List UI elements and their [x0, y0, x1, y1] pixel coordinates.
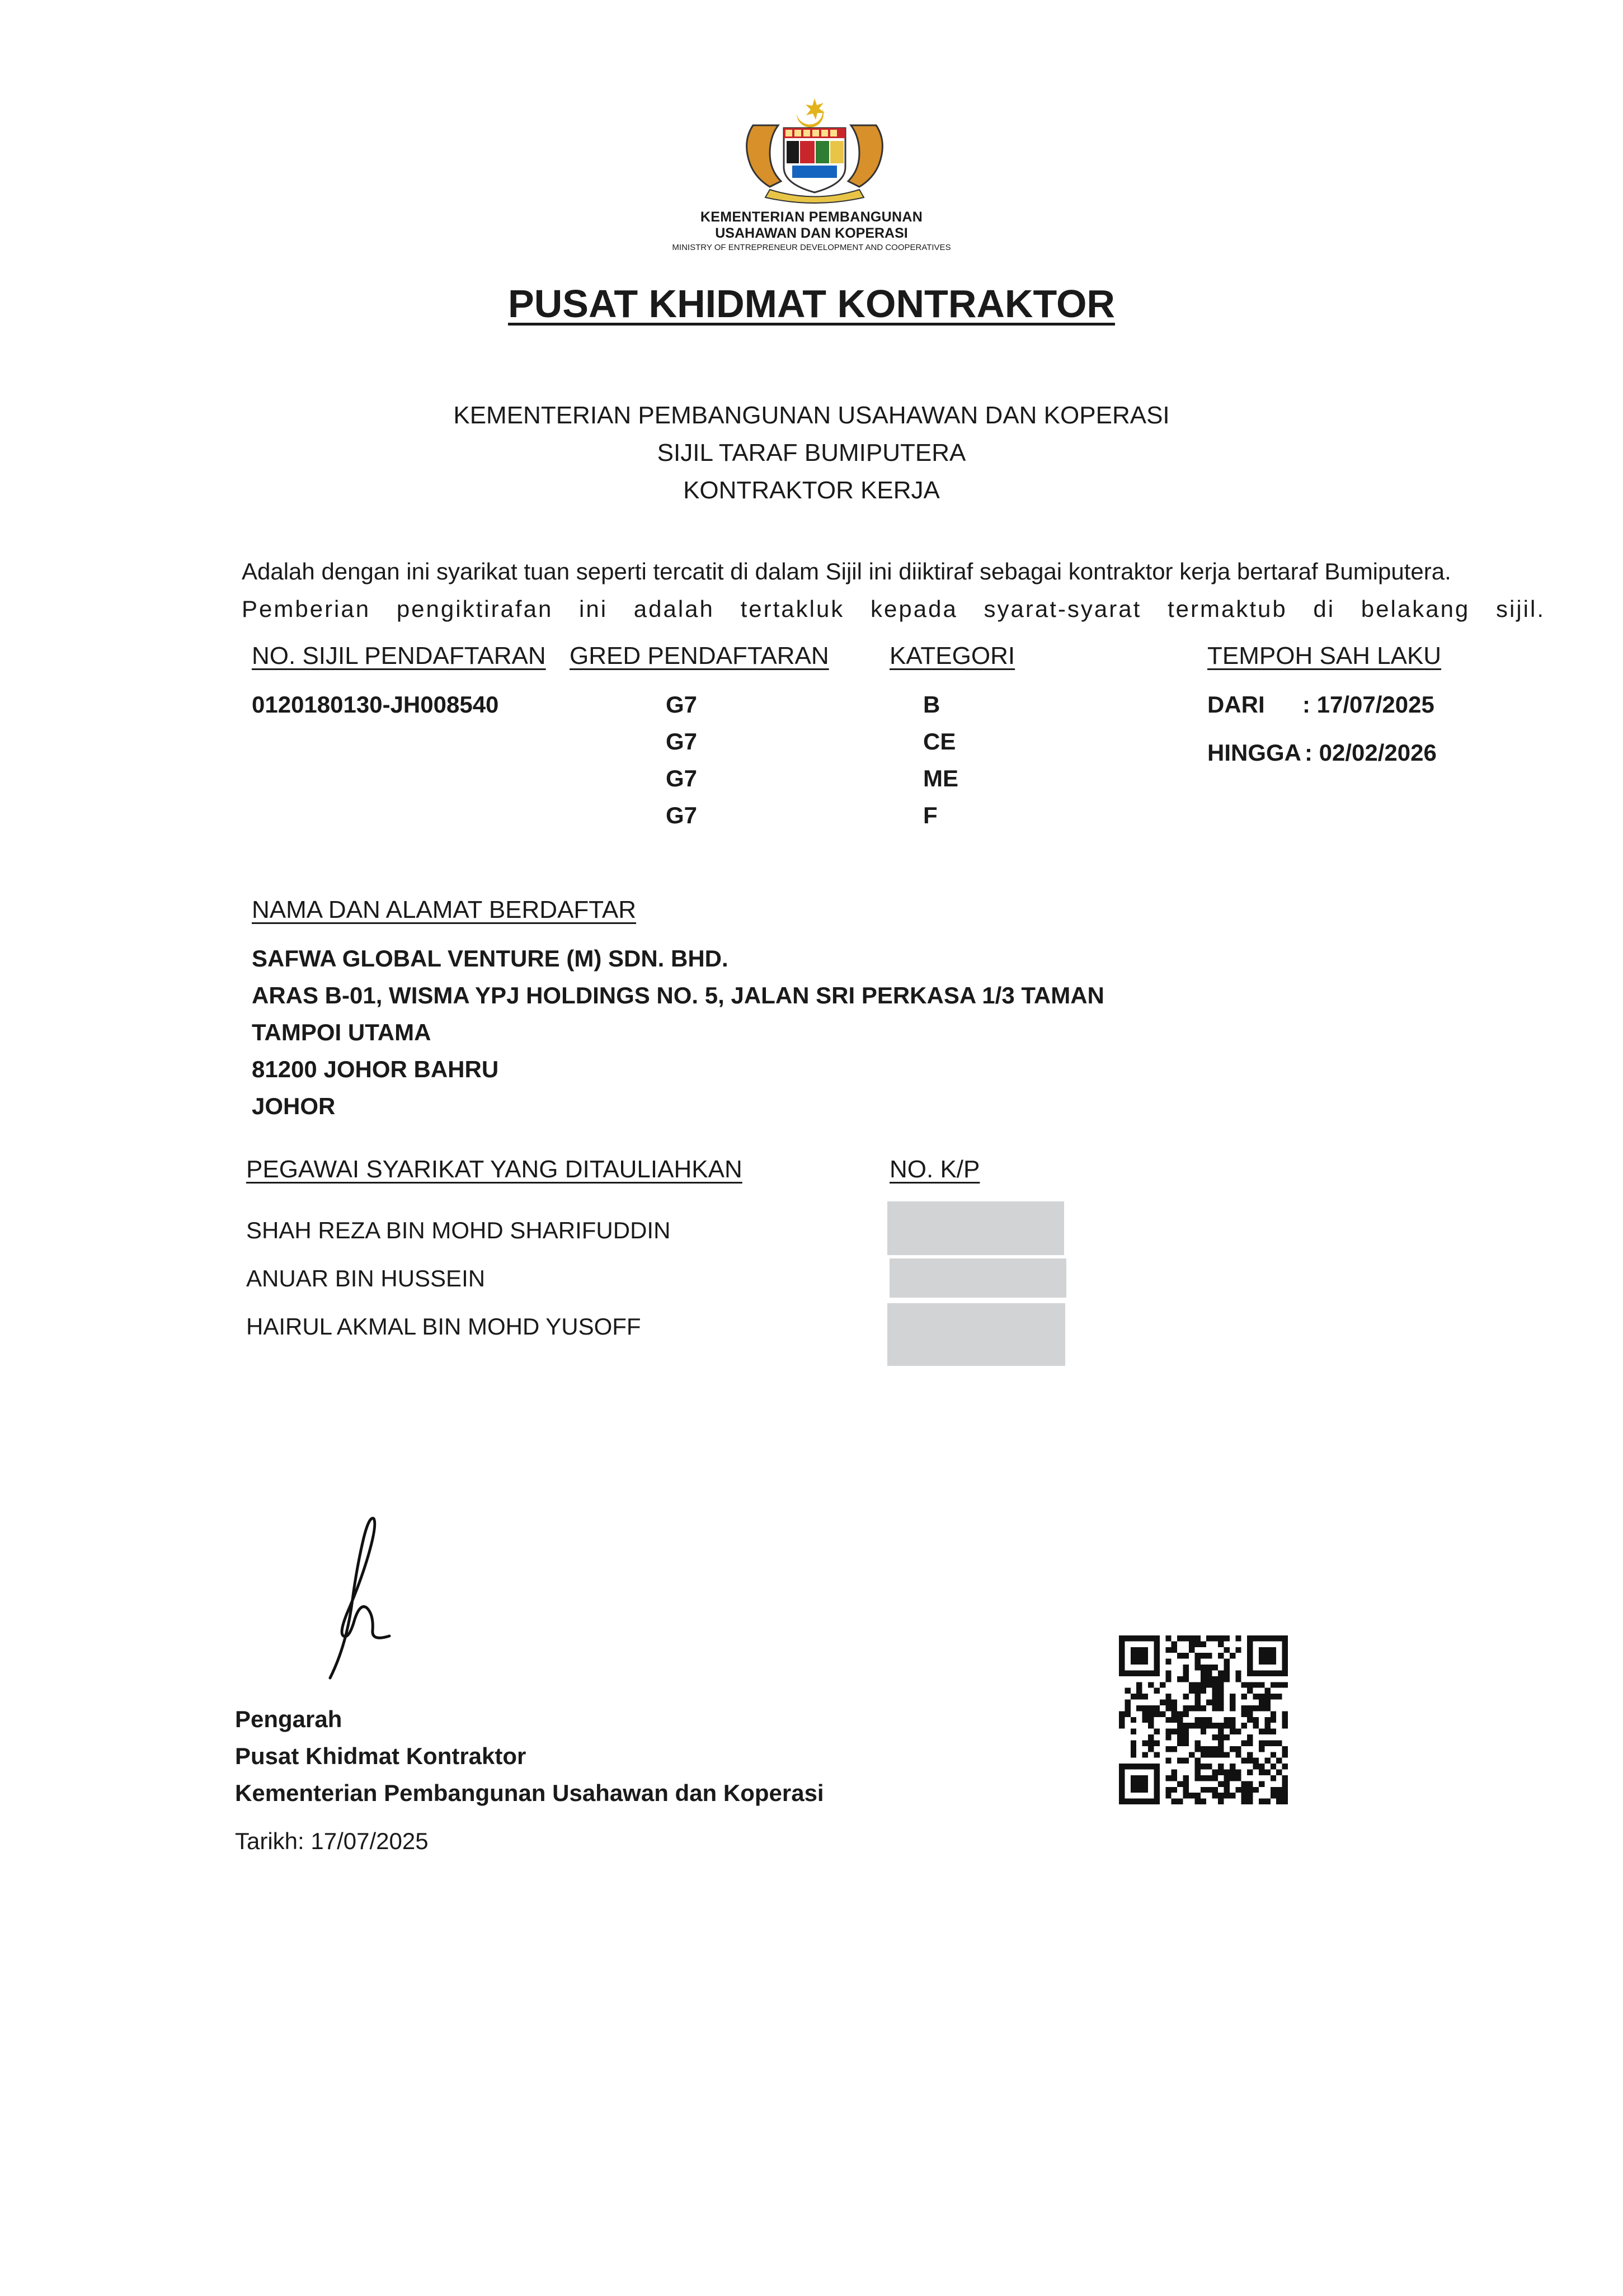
ministry-name-line2: USAHAWAN DAN KOPERASI	[715, 225, 908, 241]
subtitle-contractor-type: KONTRAKTOR KERJA	[683, 477, 940, 504]
header-grade: GRED PENDAFTARAN	[570, 642, 829, 670]
header-category: KATEGORI	[890, 642, 1015, 670]
category-2: CE	[923, 728, 956, 755]
company-address-line4: JOHOR	[252, 1093, 336, 1119]
redacted-ic-3	[887, 1303, 1065, 1366]
category-4: F	[923, 802, 938, 828]
page-title: PUSAT KHIDMAT KONTRAKTOR	[508, 282, 1115, 326]
validity-from-label: DARI	[1207, 691, 1265, 718]
company-address-line3: 81200 JOHOR BAHRU	[252, 1056, 499, 1082]
category-3: ME	[923, 765, 958, 791]
signatory-title: Pengarah	[235, 1706, 342, 1732]
registration-number: 0120180130-JH008540	[252, 691, 499, 718]
grade-2: G7	[666, 728, 698, 755]
header-company: NAMA DAN ALAMAT BERDAFTAR	[252, 896, 637, 923]
validity-to-date: : 02/02/2026	[1305, 739, 1437, 766]
ministry-name-line1: KEMENTERIAN PEMBANGUNAN	[700, 209, 923, 225]
redacted-ic-1	[887, 1201, 1064, 1255]
redacted-ic-2	[890, 1258, 1066, 1298]
grade-1: G7	[666, 691, 698, 718]
company-address-line2: TAMPOI UTAMA	[252, 1019, 431, 1045]
grade-4: G7	[666, 802, 698, 828]
malaysia-coat-of-arms-icon	[731, 97, 898, 204]
officer-name-1: SHAH REZA BIN MOHD SHARIFUDDIN	[246, 1217, 671, 1243]
validity-from-date: : 17/07/2025	[1302, 691, 1434, 718]
category-1: B	[923, 691, 940, 718]
signature-icon	[319, 1505, 425, 1695]
qr-code-icon	[1119, 1635, 1288, 1804]
signatory-ministry: Kementerian Pembangunan Usahawan dan Koperasi	[235, 1780, 824, 1806]
issue-date: Tarikh: 17/07/2025	[235, 1828, 429, 1854]
header-reg-no: NO. SIJIL PENDAFTARAN	[252, 642, 546, 670]
header-ic-number: NO. K/P	[890, 1156, 980, 1183]
officer-name-3: HAIRUL AKMAL BIN MOHD YUSOFF	[246, 1313, 641, 1340]
intro-line1: Adalah dengan ini syarikat tuan seperti tercatit di dalam Sijil ini diiktiraf sebagai kontraktor kerja bertaraf Bumiputera.	[242, 558, 1451, 584]
company-address-line1: ARAS B-01, WISMA YPJ HOLDINGS NO. 5, JALAN SRI PERKASA 1/3 TAMAN	[252, 982, 1104, 1008]
ministry-name-english: MINISTRY OF ENTREPRENEUR DEVELOPMENT AND COOPERATIVES	[672, 243, 951, 252]
company-name: SAFWA GLOBAL VENTURE (M) SDN. BHD.	[252, 945, 728, 972]
intro-line2: Pemberian pengiktirafan ini adalah tertakluk kepada syarat-syarat termaktub di belakang sijil.	[242, 596, 1545, 622]
signatory-org: Pusat Khidmat Kontraktor	[235, 1743, 526, 1769]
subtitle-ministry: KEMENTERIAN PEMBANGUNAN USAHAWAN DAN KOPERASI	[453, 402, 1170, 429]
header-validity: TEMPOH SAH LAKU	[1207, 642, 1442, 670]
grade-3: G7	[666, 765, 698, 791]
officer-name-2: ANUAR BIN HUSSEIN	[246, 1265, 486, 1291]
subtitle-certificate: SIJIL TARAF BUMIPUTERA	[657, 439, 966, 466]
validity-to-label: HINGGA	[1207, 739, 1301, 766]
header-officers: PEGAWAI SYARIKAT YANG DITAULIAHKAN	[246, 1156, 742, 1183]
